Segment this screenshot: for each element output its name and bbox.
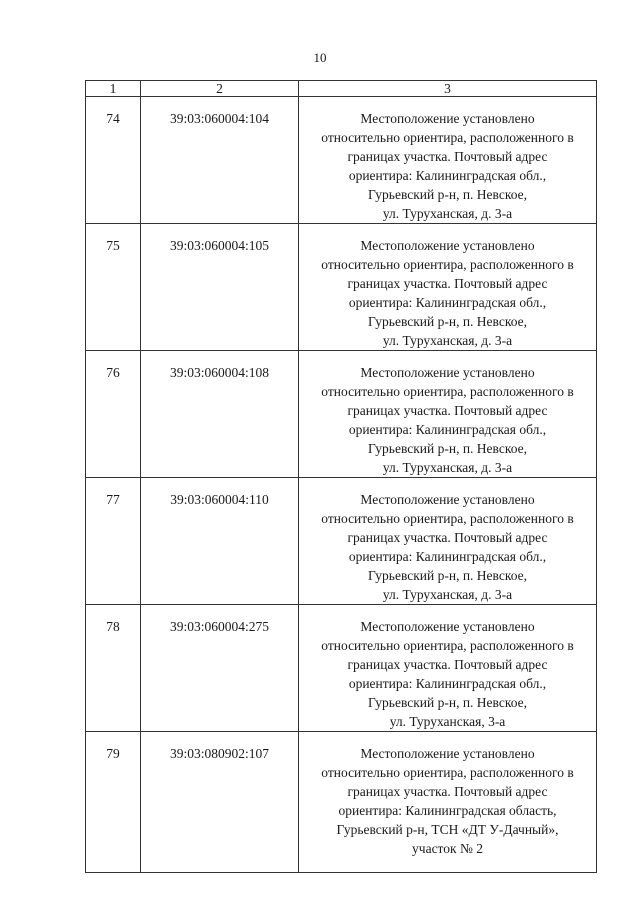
location-line: относительно ориентира, расположенного в bbox=[321, 130, 574, 145]
location-line: ул. Туруханская, 3-а bbox=[389, 714, 506, 729]
page-number: 10 bbox=[313, 50, 327, 65]
location-line: ориентира: Калининградская обл., bbox=[348, 422, 547, 437]
cadastral-number: 39:03:060004:108 bbox=[141, 351, 299, 478]
location-line: ориентира: Калининградская обл., bbox=[348, 676, 547, 691]
location-line: границах участка. Почтовый адрес bbox=[347, 403, 548, 418]
location-description bbox=[299, 605, 597, 732]
location-line: ориентира: Калининградская обл., bbox=[348, 168, 547, 183]
row-number: 75 bbox=[86, 224, 141, 351]
location-line: Местоположение установлено bbox=[360, 746, 535, 761]
row-number: 76 bbox=[86, 351, 141, 478]
location-line: Местоположение установлено bbox=[360, 238, 535, 253]
location-line: Местоположение установлено bbox=[360, 365, 535, 380]
location-line: относительно ориентира, расположенного в bbox=[321, 257, 574, 272]
column-header-cadastral: 2 bbox=[141, 81, 299, 97]
location-line: Гурьевский р-н, ТСН «ДТ У-Дачный», bbox=[336, 822, 559, 837]
location-line: границах участка. Почтовый адрес bbox=[347, 784, 548, 799]
cadastral-number: 39:03:060004:104 bbox=[141, 97, 299, 224]
location-line: Гурьевский р-н, п. Невское, bbox=[368, 695, 527, 710]
column-header-number: 1 bbox=[86, 81, 141, 97]
location-line: границах участка. Почтовый адрес bbox=[347, 657, 548, 672]
table-row bbox=[86, 732, 597, 873]
location-line: границах участка. Почтовый адрес bbox=[347, 276, 548, 291]
row-number: 78 bbox=[86, 605, 141, 732]
location-line: относительно ориентира, расположенного в bbox=[321, 511, 574, 526]
cadastral-number: 39:03:060004:110 bbox=[141, 478, 299, 605]
location-line: ул. Туруханская, д. 3-а bbox=[382, 460, 513, 475]
row-number: 77 bbox=[86, 478, 141, 605]
table-row bbox=[86, 97, 597, 224]
cadastral-number: 39:03:060004:275 bbox=[141, 605, 299, 732]
location-line: Гурьевский р-н, п. Невское, bbox=[368, 441, 527, 456]
location-line: ориентира: Калининградская обл., bbox=[348, 549, 547, 564]
location-line: Местоположение установлено bbox=[360, 619, 535, 634]
location-line: ул. Туруханская, д. 3-а bbox=[382, 333, 513, 348]
location-description bbox=[299, 224, 597, 351]
location-line: границах участка. Почтовый адрес bbox=[347, 530, 548, 545]
row-number: 79 bbox=[86, 732, 141, 873]
table-row bbox=[86, 351, 597, 478]
location-line: ул. Туруханская, д. 3-а bbox=[382, 587, 513, 602]
location-line: Гурьевский р-н, п. Невское, bbox=[368, 568, 527, 583]
location-line: ориентира: Калининградская обл., bbox=[348, 295, 547, 310]
table-header-row bbox=[86, 81, 597, 97]
location-line: границах участка. Почтовый адрес bbox=[347, 149, 548, 164]
location-line: относительно ориентира, расположенного в bbox=[321, 384, 574, 399]
location-line: Местоположение установлено bbox=[360, 492, 535, 507]
location-line: относительно ориентира, расположенного в bbox=[321, 765, 574, 780]
land-plot-table bbox=[85, 80, 597, 873]
location-description bbox=[299, 732, 597, 873]
location-line: Местоположение установлено bbox=[360, 111, 535, 126]
location-line: ориентира: Калининградская область, bbox=[338, 803, 557, 818]
location-line: ул. Туруханская, д. 3-а bbox=[382, 206, 513, 221]
table-row bbox=[86, 478, 597, 605]
location-line: Гурьевский р-н, п. Невское, bbox=[368, 187, 527, 202]
column-header-location: 3 bbox=[299, 81, 597, 97]
row-number: 74 bbox=[86, 97, 141, 224]
cadastral-number: 39:03:060004:105 bbox=[141, 224, 299, 351]
location-line: относительно ориентира, расположенного в bbox=[321, 638, 574, 653]
location-description bbox=[299, 97, 597, 224]
location-line: Гурьевский р-н, п. Невское, bbox=[368, 314, 527, 329]
table-row bbox=[86, 224, 597, 351]
location-description bbox=[299, 351, 597, 478]
location-description bbox=[299, 478, 597, 605]
location-line: участок № 2 bbox=[412, 841, 483, 856]
cadastral-number: 39:03:080902:107 bbox=[141, 732, 299, 873]
table-row bbox=[86, 605, 597, 732]
